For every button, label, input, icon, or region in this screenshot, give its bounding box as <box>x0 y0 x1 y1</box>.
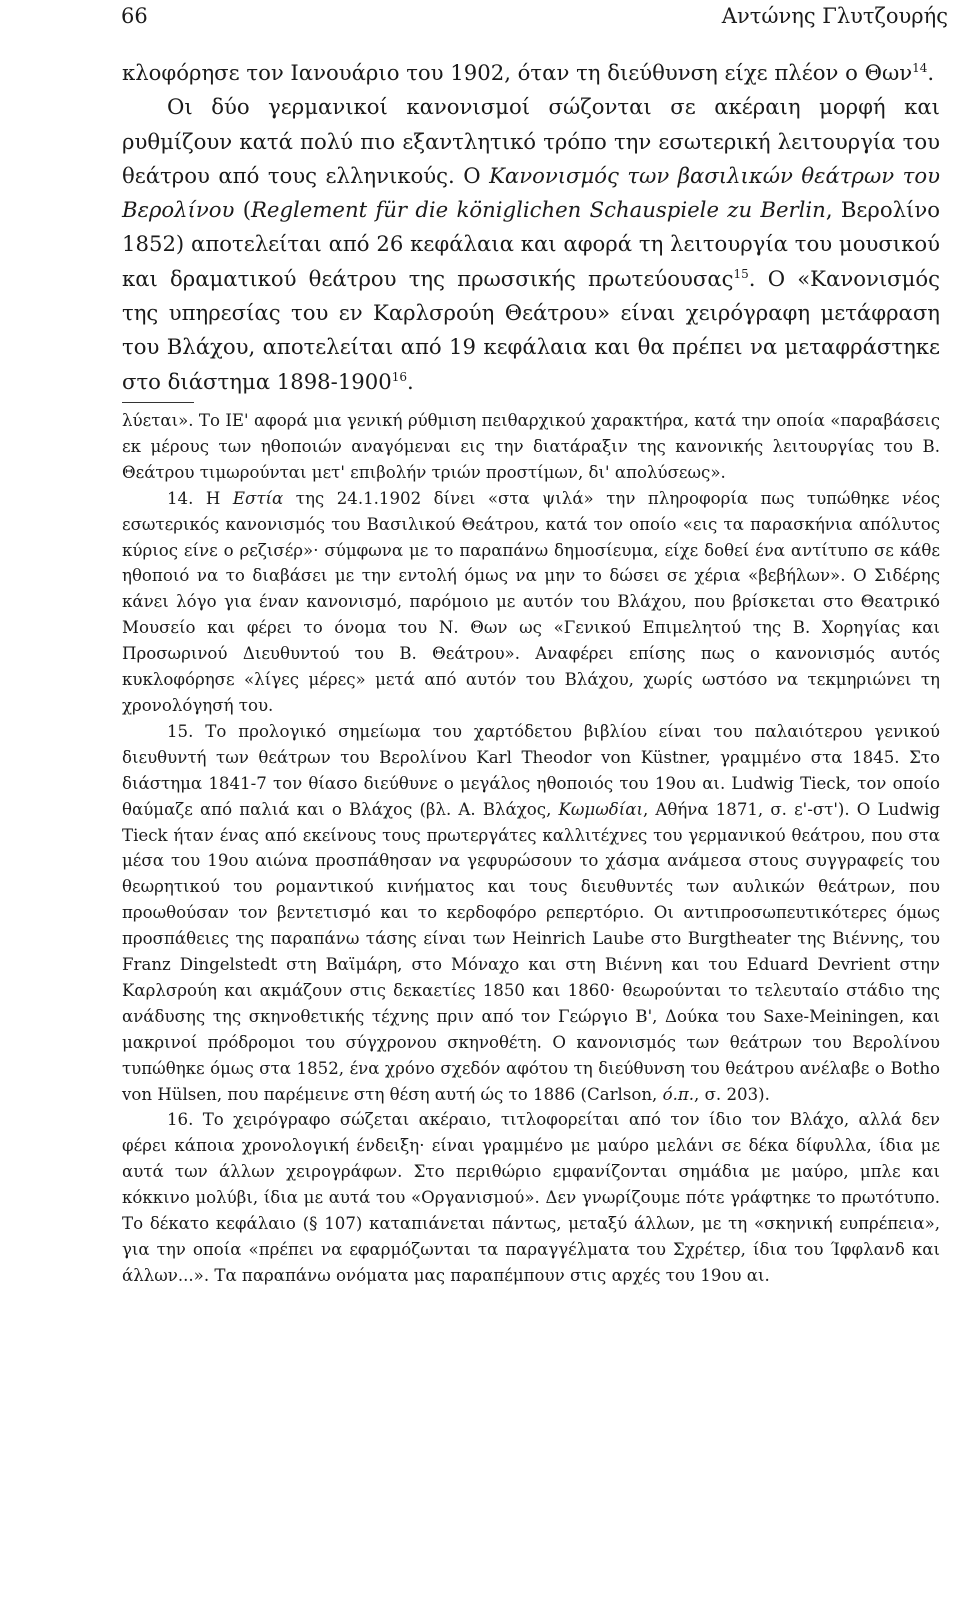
paragraph-regulations: Οι δύο γερμανικοί κανονισμοί σώζονται σε ακέραιη μορφή και ρυθμίζουν κατά πολύ πιο εξαντλητικό τρόπο την εσωτερική λειτουργία του θεάτρου από τους ελληνικούς. Ο Κανονισμός των βασιλικών θεάτρων του Βερολίνου (Reglement für die königlichen Schauspiele zu Berlin, Βερολίνο 1852) αποτελείται από 26 κεφάλαια και αφορά τη λειτουργία του μουσικού και δραματικού θεάτρου της πρωσσικής πρωτεύουσας$^{15}$. Ο «Κανονισμός της υπηρεσίας του εν Καρλσρούη Θεάτρου» είναι χειρόγραφη μετάφραση του Βλάχου, αποτελείται από 19 κεφάλαια και θα πρέπει να μεταφράστηκε στο διάστημα 1898-1900$^{16}$. <box>122 94 941 394</box>
footnote-separator <box>122 402 194 403</box>
footnote-continuation: λύεται». Το ΙΕ' αφορά μια γενική ρύθμιση πειθαρχικού χαρακτήρα, κατά την οποία «παραβάσεις εκ μέρους των ηθοποιών αναγόμεναι εις την διατάραξιν της κανονικής λειτουργίας του Β. Θεάτρου τιμωρούνται μετ' επιβολήν τριών προστίμων, δι' απολύσεως». <box>122 411 940 482</box>
paragraph-continuation: κλοφόρησε τον Ιανουάριο του 1902, όταν τη διεύθυνση είχε πλέον ο Θων$^{14}$. <box>122 60 935 85</box>
footnote-14: 14. Η Εστία της 24.1.1902 δίνει «στα ψιλά» την πληροφορία πως τυπώθηκε νέος εσωτερικός κανονισμός του Βασιλικού Θεάτρου, κατά τον οποίο «εις τα παρασκήνια απόλυτος κύριος είνε ο ρεζισέρ»· σύμφωνα με το παραπάνω δημοσίευμα, είχε δοθεί ένα αντίτυπο σε κάθε ηθοποιό να το διαβάσει με την εντολή όμως να μην το δώσει σε χέρια «βεβήλων». Ο Σιδέρης κάνει λόγο για έναν κανονισμό, παρόμοιο με αυτόν του Βλάχου, που βρίσκεται στο Θεατρικό Μουσείο και φέρει το όνομα του Ν. Θων ως «Γενικού Επιμελητού της Β. Χορηγίας και Προσωρινού Διευθυντού του Β. Θεάτρου». Αναφέρει επίσης πως ο κανονισμός αυτός κυκλοφόρησε «λίγες μέρες» μετά από αυτόν του Βλάχου, χωρίς ωστόσο να τεκμηριώνει τη χρονολόγησή του. <box>122 488 940 715</box>
running-header-author: Αντώνης Γλυτζουρής <box>721 4 948 28</box>
page-number: 66 <box>121 4 148 28</box>
footnote-ref-16: 16 <box>391 369 408 384</box>
footnote-15: 15. Το προλογικό σημείωμα του χαρτόδετου βιβλίου είναι του παλαιότερου γενικού διευθυντή των θεάτρων του Βερολίνου Karl Theodor von Küstner, γραμμένο στα 1845. Στο διάστημα 1841-7 τον θίασο διεύθυνε ο μεγάλος ηθοποιός του 19ου αι. Ludwig Tieck, τον οποίο θαύμαζε από παλιά και ο Βλάχος (βλ. Α. Βλάχος, Κωμωδίαι, Αθήνα 1871, σ. ε'-στ'). Ο Ludwig Tieck ήταν ένας από εκείνους τους πρωτεργάτες καλλιτέχνες του γερμανικού θεάτρου, που στα μέσα του 19ου αιώνα προσπάθησαν να γεφυρώσουν το χάσμα ανάμεσα στους συγγραφείς του θεωρητικού του ρομαντικού κινήματος και τους διευθυντές των αυλικών θεάτρων, που προωθούσαν τον βεντετισμό και το κερδοφόρο ρεπερτόριο. Οι αντιπροσωπευτικότερες όμως προσπάθειες της παραπάνω τάσης είναι των Heinrich Laube στο Burgtheater της Βιέννης, του Franz Dingelstedt στη Βαϊμάρη, στο Μόναχο και στη Βιέννη και του Eduard Devrient στην Καρλσρούη και ακμάζουν στις δεκαετίες 1850 και 1860· θεωρούνται το τελευταίο στάδιο της ανάδυσης της σκηνοθετικής τέχνης πριν από τον Γεώργιο Β', Δούκα του Saxe-Meiningen, και μακρινοί πρόδρομοι του σύγχρονου σκηνοθέτη. Ο κανονισμός των θεάτρων του Βερολίνου τυπώθηκε όμως στα 1852, ένα χρόνο σχεδόν αφότου τη διεύθυνση του θεάτρου ανέλαβε ο Botho von Hülsen, που παρέμεινε στη θέση αυτή ώς το 1886 (Carlson, ό.π., σ. 203). <box>122 721 940 1104</box>
footnote-16: 16. Το χειρόγραφο σώζεται ακέραιο, τιτλοφορείται από τον ίδιο τον Βλάχο, αλλά δεν φέρει κάποια χρονολογική ένδειξη· είναι γραμμένο με μαύρο μελάνι σε δέκα δίφυλλα, ίδια με αυτά των άλλων χειρογράφων. Στο περιθώριο εμφανίζονται σημάδια με μαύρο, μπλε και κόκκινο μολύβι, ίδια με αυτά του «Οργανισμού». Δεν γνωρίζουμε πότε γράφτηκε το πρωτότυπο. Το δέκατο κεφάλαιο (§ 107) καταπιάνεται πάντως, μεταξύ άλλων, με τη «σκηνική ευπρέπεια», για την οποία «πρέπει να εφαρμόζωνται τα παραγγέλματα του Σχρέτερ, ίδια του Ίφφλανδ και άλλων...». Τα παραπάνω ονόματα μας παραπέμπουν στις αρχές του 19ου αι. <box>122 1110 940 1285</box>
footnote-ref-14: 14 <box>912 60 928 75</box>
footnote-ref-15: 15 <box>733 266 749 281</box>
main-text <box>122 56 940 399</box>
footnotes <box>122 408 940 1289</box>
